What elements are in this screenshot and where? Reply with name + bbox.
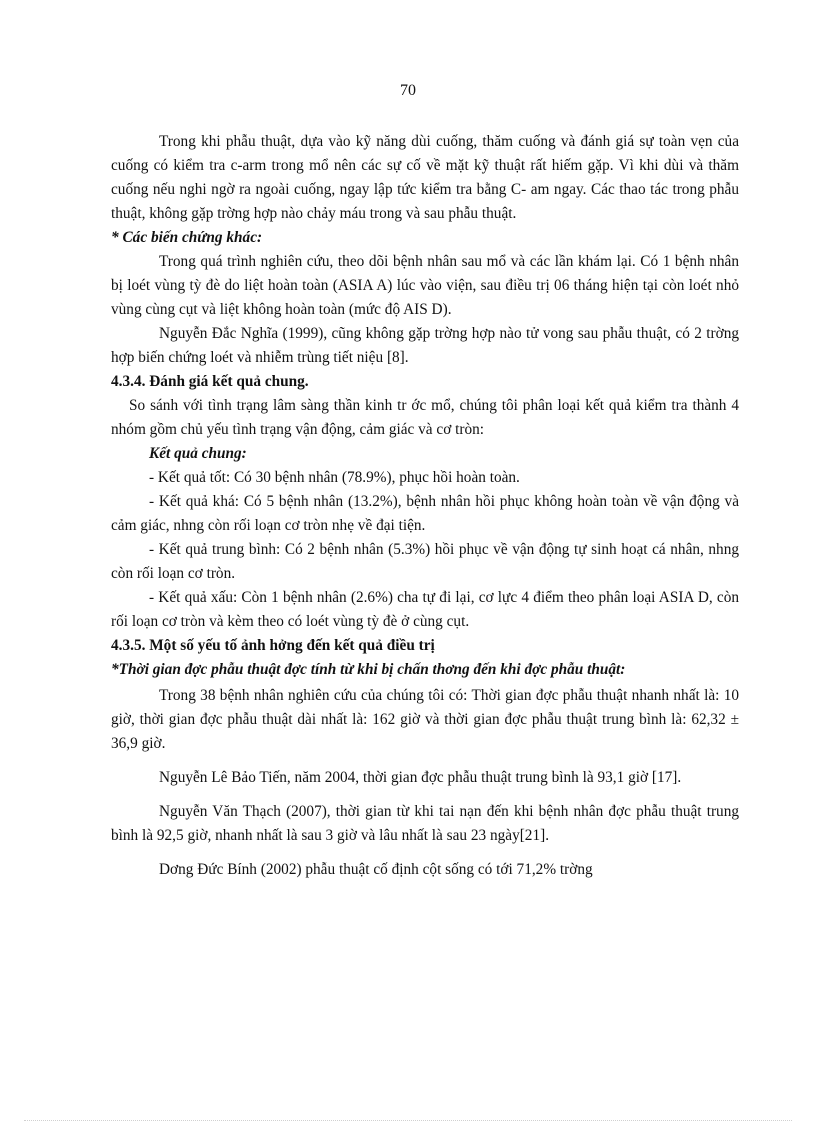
document-body (111, 130, 739, 882)
heading-other-complications: * Các biến chứng khác: (111, 229, 263, 246)
result-average: - Kết quả trung bình: Có 2 bệnh nhân (5.3%) hồi phục về vận động tự sinh hoạt cá nhân, nhng còn rối loạn cơ tròn. (111, 541, 739, 582)
subheading-general-results: Kết quả chung: (149, 445, 247, 462)
paragraph-nguyen-dac-nghia: Nguyễn Đắc Nghĩa (1999), cũng không gặp trờng hợp nào tử vong sau phẫu thuật, có 2 trờng hợp biến chứng loét và nhiễm trùng tiết niệu [8]. (111, 325, 739, 366)
paragraph-nguyen-le-bao-tien: Nguyễn Lê Bảo Tiến, năm 2004, thời gian đợc phẫu thuật trung bình là 93,1 giờ [17]. (159, 769, 682, 786)
heading-4-3-5: 4.3.5. Một số yếu tố ảnh hởng đến kết quả điều trị (111, 637, 435, 654)
paragraph-surgery-technique: Trong khi phẫu thuật, dựa vào kỹ năng dùi cuống, thăm cuống và đánh giá sự toàn vẹn của cuống có kiểm tra c-arm trong mổ nên các sự cố về mặt kỹ thuật rất hiếm gặp. Vì khi dùi và thăm cuống nếu nghi ngờ ra ngoài cuống, ngay lập tức kiểm tra bằng C- am ngay. Các thao tác trong phẫu thuật, không gặp trờng hợp nào chảy máu trong và sau phẫu thuật. (111, 133, 739, 222)
paragraph-surgery-time-stats: Trong 38 bệnh nhân nghiên cứu của chúng tôi có: Thời gian đợc phẫu thuật nhanh nhất là: 10 giờ, thời gian đợc phẫu thuật dài nhất là: 162 giờ và thời gian đợc phẫu thuật trung bình là: 62,32 ± 36,9 giờ. (111, 687, 739, 752)
footer-divider (24, 1120, 792, 1121)
result-fair: - Kết quả khá: Có 5 bệnh nhân (13.2%), bệnh nhân hồi phục không hoàn toàn về vận động và cảm giác, nhng còn rối loạn cơ tròn nhẹ về đại tiện. (111, 493, 739, 534)
paragraph-nguyen-van-thach: Nguyễn Văn Thạch (2007), thời gian từ khi tai nạn đến khi bệnh nhân đợc phẫu thuật trung bình là 92,5 giờ, nhanh nhất là sau 3 giờ và lâu nhất là sau 23 ngày[21]. (111, 803, 739, 844)
page-number: 70 (400, 82, 416, 99)
heading-4-3-4: 4.3.4. Đánh giá kết quả chung. (111, 373, 309, 390)
result-good: - Kết quả tốt: Có 30 bệnh nhân (78.9%), phục hồi hoàn toàn. (149, 469, 520, 486)
paragraph-duong-duc-binh: Dơng Đức Bính (2002) phẫu thuật cố định cột sống có tới 71,2% trờng (159, 861, 593, 878)
paragraph-comparison: So sánh với tình trạng lâm sàng thần kinh tr ớc mổ, chúng tôi phân loại kết quả kiểm tra thành 4 nhóm gồm chủ yếu tình trạng vận động, cảm giác và cơ tròn: (111, 397, 739, 438)
heading-surgery-time: *Thời gian đợc phẫu thuật đợc tính từ khi bị chấn thơng đến khi đợc phẫu thuật: (111, 661, 626, 678)
result-poor: - Kết quả xấu: Còn 1 bệnh nhân (2.6%) cha tự đi lại, cơ lực 4 điểm theo phân loại ASIA D, còn rối loạn cơ tròn và kèm theo có loét vùng tỳ đè ở cùng cụt. (111, 589, 739, 630)
paragraph-complications: Trong quá trình nghiên cứu, theo dõi bệnh nhân sau mổ và các lần khám lại. Có 1 bệnh nhân bị loét vùng tỳ đè do liệt hoàn toàn (ASIA A) lúc vào viện, sau điều trị 06 tháng hiện tại còn loét nhỏ vùng cùng cụt và liệt không hoàn toàn (mức độ AIS D). (111, 253, 739, 318)
